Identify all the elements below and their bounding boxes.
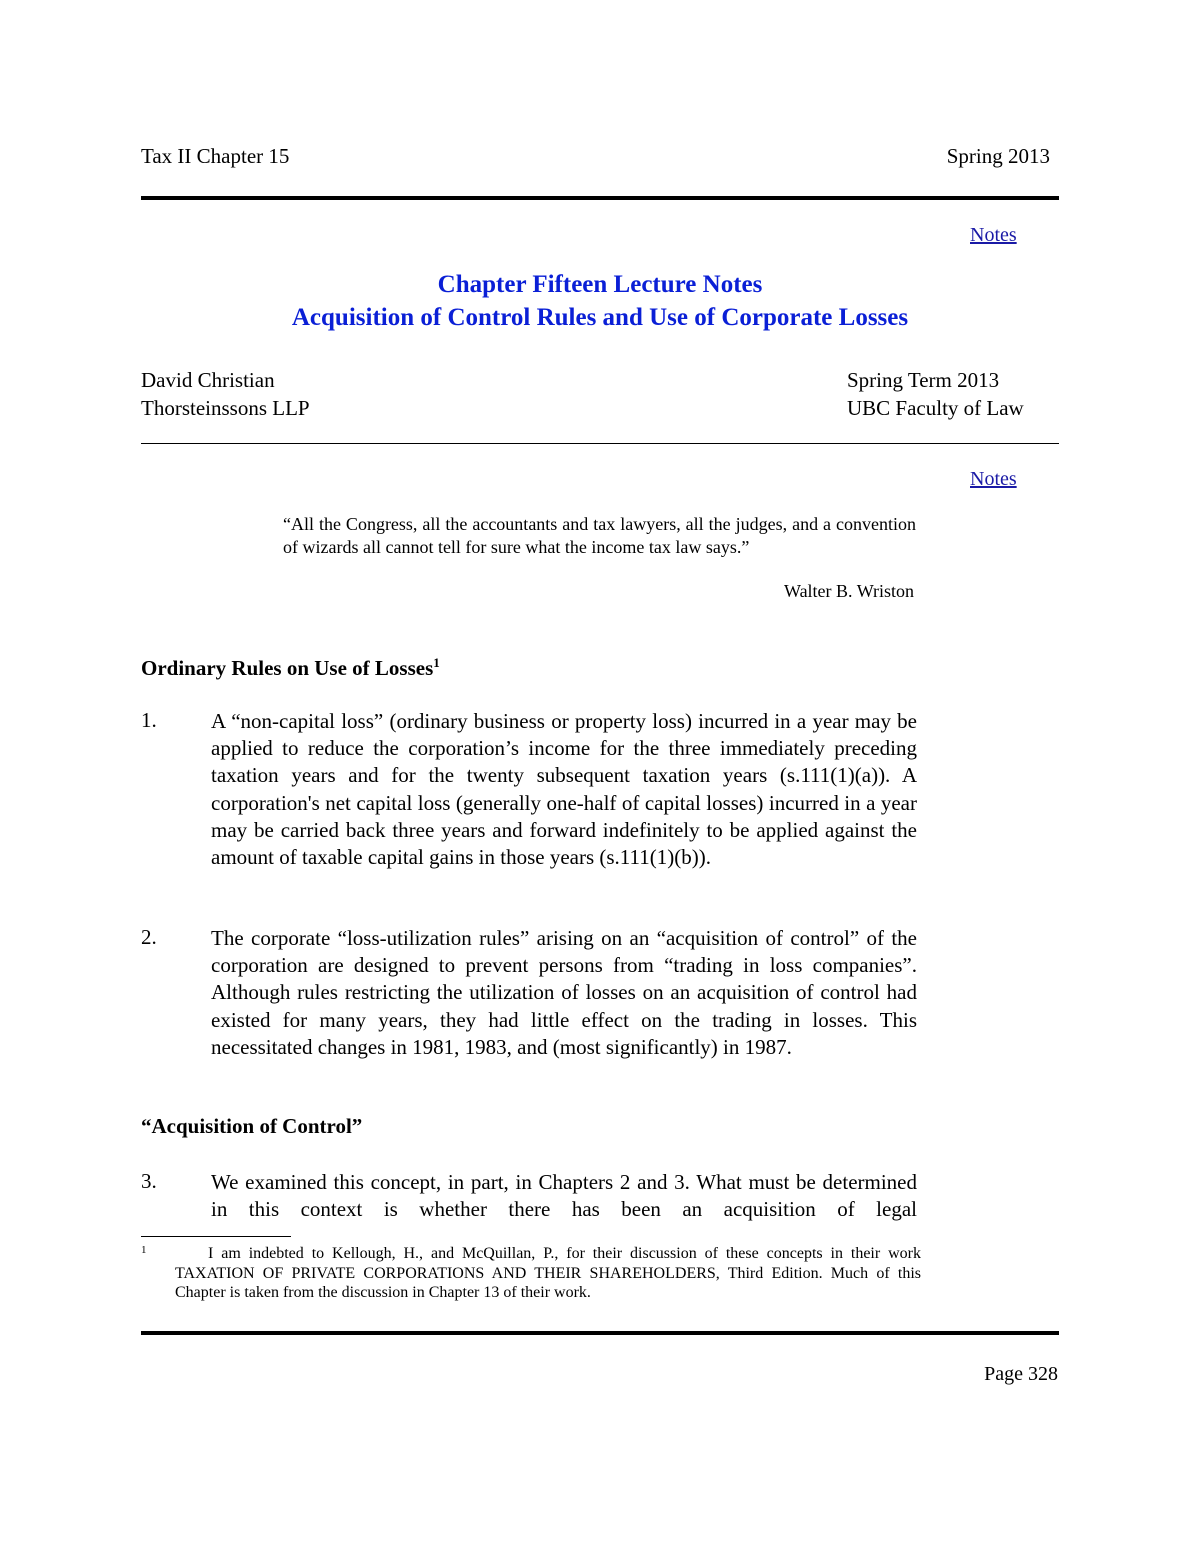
paragraph-text: We examined this concept, in part, in Chapters 2 and 3. What must be determined in this context is whether there has been an acquisition of legal [211,1170,917,1222]
author-firm: Thorsteinssons LLP [141,396,310,420]
footnote-separator [141,1236,291,1237]
footer-rule [141,1331,1059,1335]
paragraph-number: 2. [141,925,157,949]
footnote-text: I am indebted to Kellough, H., and McQuillan, P., for their discussion of these concepts in their work TAXATION OF PRIVATE CORPORATIONS AND THEIR SHAREHOLDERS, Third Edition. Much of this Chapter is taken from the discussion in Chapter 13 of their work. [175,1245,921,1301]
paragraph-number: 3. [141,1169,157,1193]
epigraph-attribution: Walter B. Wriston [784,581,914,601]
author-block [141,366,310,422]
paragraph-text: The corporate “loss-utilization rules” arising on an “acquisition of control” of the corporation are designed to prevent persons from “trading in loss companies”. Although rules restricting the utilization of losses on an acquisition of control had existed for many years, they had little effect on the trading in losses. This necessitated changes in 1981, 1983, and (most significantly) in 1987. [211,926,917,1059]
header-course: Tax II Chapter 15 [141,144,290,168]
section-heading: “Acquisition of Control” [141,1114,363,1138]
paragraph-number: 1. [141,708,157,732]
header-rule [141,196,1059,200]
section-heading-text: Ordinary Rules on Use of Losses [141,656,434,680]
section-heading [141,655,440,681]
chapter-subtitle: Acquisition of Control Rules and Use of Corporate Losses [291,304,909,331]
header-term: Spring 2013 [946,144,1050,168]
course-block [847,366,1024,422]
notes-link[interactable]: Notes [970,468,1017,490]
course-faculty: UBC Faculty of Law [847,396,1024,420]
author-name: David Christian [141,368,275,392]
paragraph-text: A “non-capital loss” (ordinary business or property loss) incurred in a year may be applied to reduce the corporation’s income for the three immediately preceding taxation years and for the twenty subsequent taxation years (s.111(1)(a)). A corporation's net capital loss (generally one-half of capital losses) incurred in a year may be carried back three years and forward indefinitely to be applied against the amount of taxable capital gains in those years (s.111(1)(b)). [211,709,917,870]
epigraph-quote: “All the Congress, all the accountants and tax lawyers, all the judges, and a convention of wizards all cannot tell for sure what the income tax law says.” [283,514,916,557]
course-term: Spring Term 2013 [847,368,1000,392]
footnote-ref[interactable]: 1 [433,655,440,670]
author-rule [141,443,1059,444]
page-number: Page 328 [984,1363,1058,1385]
chapter-title: Chapter Fifteen Lecture Notes [437,271,763,298]
notes-link[interactable]: Notes [970,224,1017,246]
footnote-number: 1 [141,1244,147,1256]
